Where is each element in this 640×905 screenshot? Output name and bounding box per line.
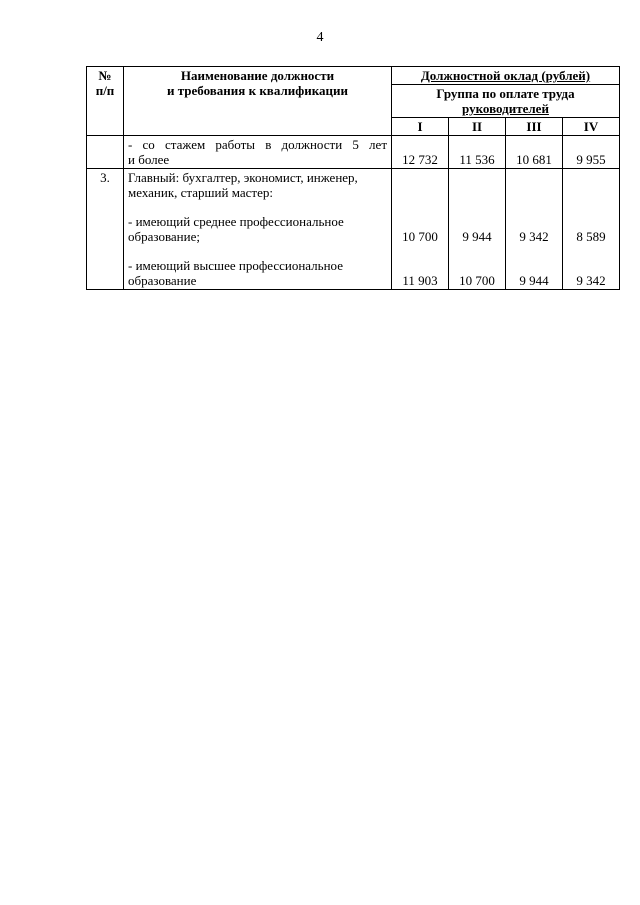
row3-sub2-value-2: 10 700 — [459, 273, 495, 288]
header-row-1 — [87, 67, 620, 85]
row3-sub1-line1: - имеющий среднее профессиональное — [128, 214, 344, 229]
row3-sub1-value-4: 8 589 — [576, 229, 606, 244]
row3-sub1-line2: образование; — [128, 229, 200, 244]
row3-values-group-1 — [392, 169, 449, 290]
header-group-4: IV — [563, 118, 620, 136]
row-value-group-2: 11 536 — [449, 136, 506, 169]
header-position-cell — [124, 67, 392, 136]
row3-values-group-4 — [563, 169, 620, 290]
header-number-abbr: п/п — [95, 83, 115, 98]
row3-title-line1: Главный: бухгалтер, экономист, инженер, — [128, 170, 358, 185]
row-description — [124, 136, 392, 169]
row-description — [124, 169, 392, 290]
row-value-group-4: 9 955 — [563, 136, 620, 169]
row3-sub2-value-4: 9 342 — [576, 273, 606, 288]
row3-sub2-line1: - имеющий высшее профессиональное — [128, 258, 343, 273]
page-number: 4 — [316, 30, 324, 45]
header-position-line1: Наименование должности — [180, 68, 335, 83]
row-number: 3. — [87, 169, 124, 290]
header-group-3: III — [506, 118, 563, 136]
row3-sub1-value-3: 9 342 — [519, 229, 549, 244]
row-value-group-3: 10 681 — [506, 136, 563, 169]
row3-values-group-2 — [449, 169, 506, 290]
header-group-2: II — [449, 118, 506, 136]
header-group-line1: Группа по оплате труда — [436, 86, 575, 101]
row3-sub2-value-1: 11 903 — [402, 273, 438, 288]
header-group-line2: руководителей — [462, 101, 549, 116]
header-position-line2: и требования к квалификации — [167, 83, 348, 98]
row-description-line2: и более — [128, 152, 170, 167]
row3-sub2-line2: образование — [128, 273, 197, 288]
salary-table — [86, 66, 620, 290]
row3-sub1-value-2: 9 944 — [462, 229, 492, 244]
row-number — [87, 136, 124, 169]
row-value-group-1: 12 732 — [392, 136, 449, 169]
row3-sub2-value-3: 9 944 — [519, 273, 549, 288]
row-description-line1: - со стажем работы в должности 5 лет — [128, 137, 387, 152]
row3-sub1-value-1: 10 700 — [402, 229, 438, 244]
header-group-cell — [392, 85, 620, 118]
row3-title-line2: механик, старший мастер: — [128, 185, 273, 200]
header-salary: Должностной оклад (рублей) — [392, 67, 620, 85]
header-number-cell — [87, 67, 124, 136]
header-number-sign: № — [98, 68, 112, 83]
row3-values-group-3 — [506, 169, 563, 290]
table-row — [87, 169, 620, 290]
header-group-1: I — [392, 118, 449, 136]
table-row — [87, 136, 620, 169]
